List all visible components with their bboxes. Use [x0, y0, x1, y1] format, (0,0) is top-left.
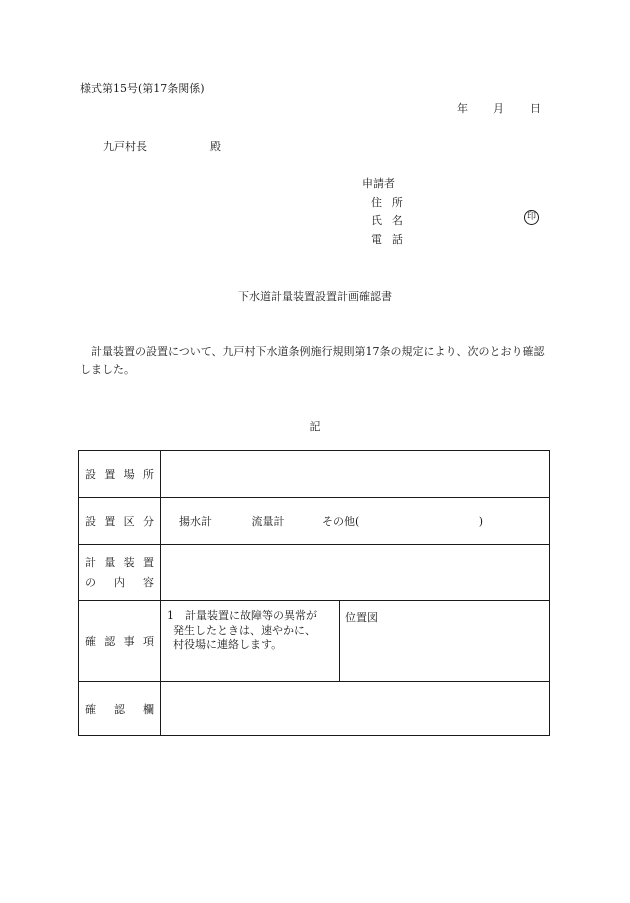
location-map-cell[interactable] — [340, 601, 550, 682]
option-flow-meter[interactable]: 流量計 — [251, 515, 285, 528]
confirmation-items-text — [161, 601, 340, 682]
applicant-label: 申請者 — [362, 177, 395, 190]
option-pump-meter[interactable]: 揚水計 — [179, 515, 212, 528]
form-number: 様式第15号(第17条関係) — [80, 82, 205, 95]
confirmation-items-label: 確認事項 — [85, 635, 154, 648]
date-year-label: 年 — [457, 102, 468, 115]
confirmation-column-field[interactable] — [161, 682, 550, 736]
confirmation-line-1: 1 計量装置に故障等の異常が — [167, 609, 317, 622]
ki-heading: 記 — [309, 420, 321, 433]
seal-mark: 印 — [524, 210, 539, 225]
table-row — [79, 601, 550, 682]
document-title: 下水道計量装置設置計画確認書 — [238, 290, 392, 303]
addressee-honorific: 殿 — [210, 140, 221, 153]
form-table — [78, 450, 550, 736]
table-row — [79, 498, 550, 545]
install-location-label: 設置場所 — [85, 468, 154, 481]
date-day-label: 日 — [530, 102, 541, 115]
body-text: 計量装置の設置について、九戸村下水道条例施行規則第17条の規定により、次のとおり確認しました。 — [80, 345, 545, 376]
option-other-close: ) — [478, 515, 484, 528]
device-content-label-line2: の内容 — [85, 575, 154, 589]
option-other[interactable]: その他( — [322, 515, 360, 528]
install-location-field[interactable] — [161, 451, 550, 498]
install-category-options — [161, 498, 550, 545]
addressee: 九戸村長 — [103, 140, 147, 153]
device-content-field[interactable] — [161, 545, 550, 601]
confirmation-line-3: 村役場に連絡します。 — [173, 638, 283, 651]
date-month-label: 月 — [493, 102, 504, 115]
confirmation-column-label: 確認欄 — [85, 702, 154, 716]
tel-label: 電話 — [371, 233, 413, 246]
install-category-label: 設置区分 — [85, 515, 154, 528]
table-row — [79, 545, 550, 601]
table-row — [79, 451, 550, 498]
device-content-label-line1: 計量装置 — [85, 555, 154, 569]
name-label: 氏名 — [371, 214, 413, 227]
address-label: 住所 — [371, 196, 413, 209]
location-map-label: 位置図 — [345, 611, 378, 624]
table-row — [79, 682, 550, 736]
confirmation-line-2: 発生したときは、速やかに、 — [173, 623, 316, 637]
